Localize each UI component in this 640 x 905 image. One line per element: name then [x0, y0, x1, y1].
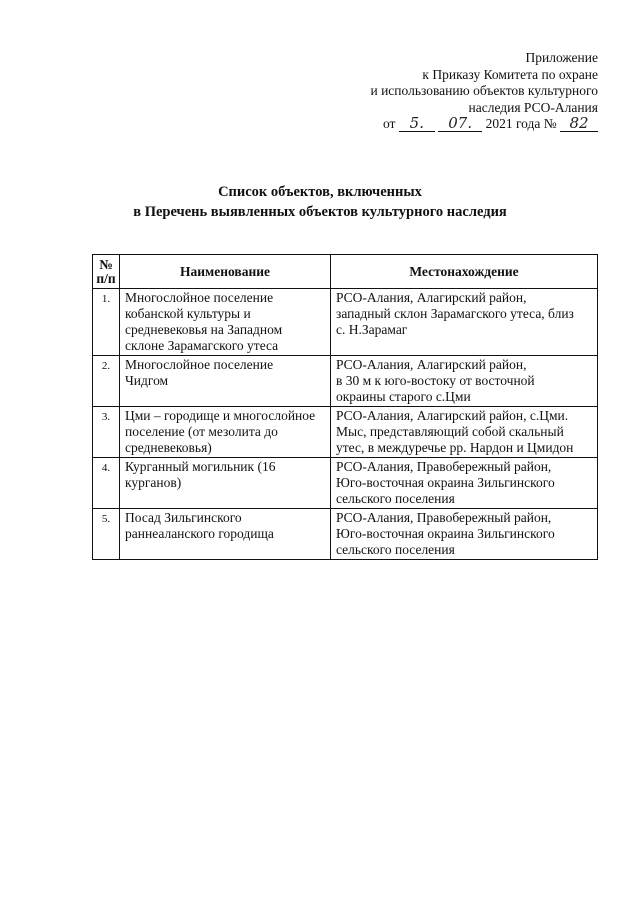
- object-location-line: в 30 м к юго-востоку от восточной: [336, 373, 535, 388]
- object-name-line: склоне Зарамагского утеса: [125, 338, 279, 353]
- object-name-line: Посад Зильгинского: [125, 510, 242, 525]
- object-location: [331, 458, 598, 509]
- table-row: [93, 289, 598, 356]
- handwritten-month: 07.: [438, 116, 482, 132]
- object-location-line: РСО-Алания, Алагирский район,: [336, 357, 527, 372]
- object-location-line: РСО-Алания, Правобережный район,: [336, 510, 552, 525]
- object-name-line: средневековья на Западном: [125, 322, 283, 337]
- appendix-date-line: [370, 116, 598, 133]
- object-name: [120, 289, 331, 356]
- header-num-line-2: п/п: [96, 270, 116, 286]
- title-line-2: в Перечень выявленных объектов культурного наследия: [133, 204, 507, 220]
- object-name-line: Многослойное поселение: [125, 357, 274, 372]
- handwritten-order-number: 82: [560, 116, 598, 132]
- object-name: [120, 356, 331, 407]
- appendix-line-1: Приложение: [525, 50, 598, 65]
- title-line-1: Список объектов, включенных: [218, 184, 422, 200]
- appendix-line-2: к Приказу Комитета по охране: [422, 66, 598, 82]
- table-row: [93, 356, 598, 407]
- row-number: 2.: [93, 356, 120, 407]
- row-number: 5.: [93, 509, 120, 560]
- object-name-line: Чидгом: [125, 373, 169, 388]
- object-name-line: поселение (от мезолита до: [125, 424, 278, 439]
- table-header-row: [93, 255, 598, 289]
- object-name-line: кобанской культуры и: [125, 306, 251, 321]
- object-name-line: Курганный могильник (16: [125, 459, 276, 474]
- table-row: [93, 509, 598, 560]
- object-name: [120, 509, 331, 560]
- header-num: [93, 255, 120, 289]
- object-location: [331, 509, 598, 560]
- year-text: 2021 года №: [485, 116, 557, 131]
- object-name-line: Цми – городище и многослойное: [125, 408, 316, 423]
- object-name: [120, 458, 331, 509]
- header-location: Местонахождение: [331, 255, 598, 289]
- object-location-line: сельского поселения: [336, 491, 455, 506]
- row-number: 4.: [93, 458, 120, 509]
- object-location-line: утес, в междуречье рр. Нардон и Цмидон: [336, 440, 574, 455]
- object-location-line: РСО-Алания, Алагирский район,: [336, 290, 527, 305]
- object-name-line: средневековья): [125, 440, 212, 455]
- header-name: Наименование: [120, 255, 331, 289]
- object-name-line: раннеаланского городища: [125, 526, 274, 541]
- document-title: [0, 182, 640, 222]
- appendix-line-4: наследия РСО-Алания: [468, 99, 598, 115]
- object-location-line: западный склон Зарамагского утеса, близ: [336, 306, 574, 321]
- object-location-line: Мыс, представляющий собой скальный: [336, 424, 564, 439]
- object-name-line: курганов): [125, 475, 182, 490]
- object-name: [120, 407, 331, 458]
- header-num-line-1: №: [99, 256, 113, 272]
- table-row: [93, 407, 598, 458]
- object-location: [331, 356, 598, 407]
- appendix-line-3: и использованию объектов культурного: [370, 83, 598, 98]
- object-location: [331, 407, 598, 458]
- object-location-line: РСО-Алания, Алагирский район, с.Цми.: [336, 408, 569, 423]
- table-row: [93, 458, 598, 509]
- object-location-line: Юго-восточная окраина Зильгинского: [336, 526, 555, 541]
- object-location-line: РСО-Алания, Правобережный район,: [336, 459, 552, 474]
- row-number: 1.: [93, 289, 120, 356]
- appendix-header: [370, 50, 598, 133]
- object-location: [331, 289, 598, 356]
- date-prefix: от: [382, 116, 396, 131]
- objects-table: [92, 254, 598, 560]
- row-number: 3.: [93, 407, 120, 458]
- object-location-line: с. Н.Зарамаг: [336, 322, 408, 337]
- object-location-line: Юго-восточная окраина Зильгинского: [336, 475, 555, 490]
- object-location-line: сельского поселения: [336, 542, 455, 557]
- object-name-line: Многослойное поселение: [125, 290, 274, 305]
- handwritten-day: 5.: [399, 116, 435, 132]
- object-location-line: окраины старого с.Цми: [336, 389, 471, 404]
